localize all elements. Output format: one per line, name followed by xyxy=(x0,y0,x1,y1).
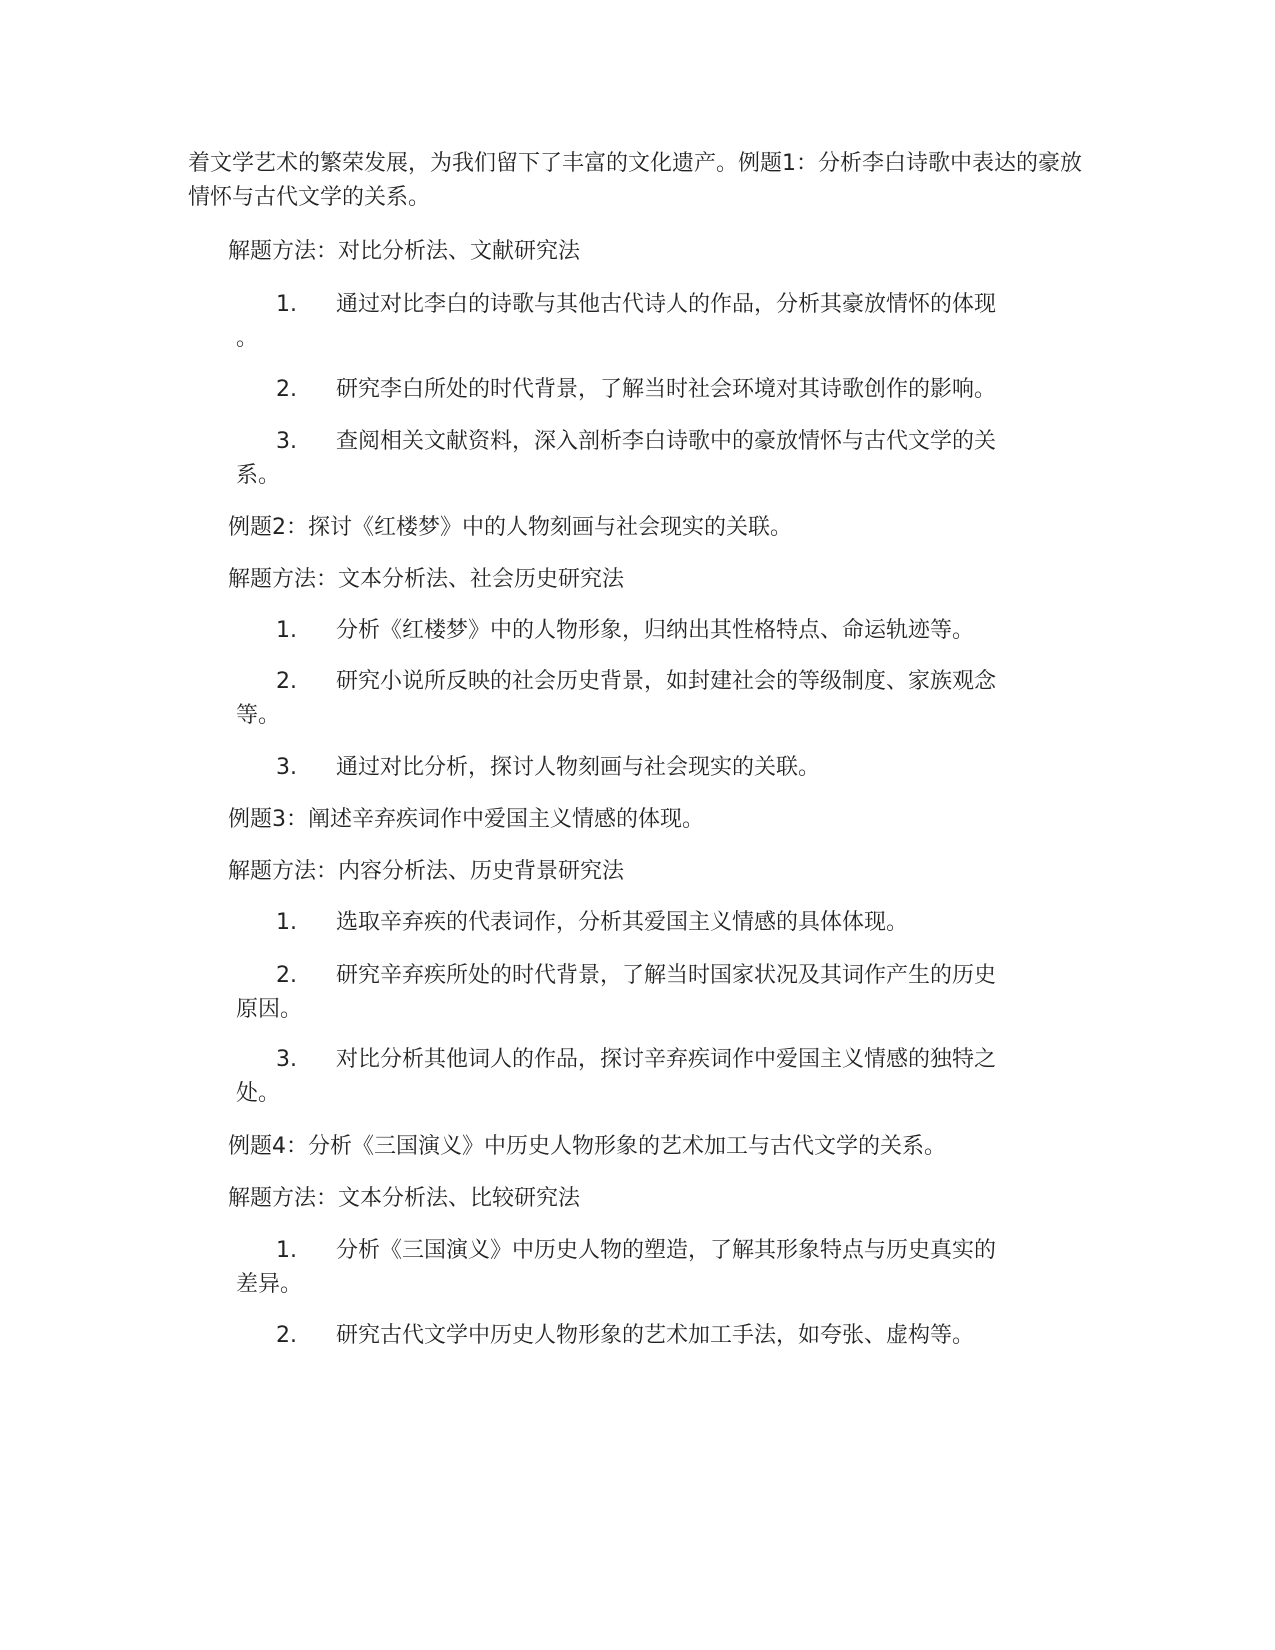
list-item-text: 选取辛弃疾的代表词作，分析其爱国主义情感的具体体现。 xyxy=(336,910,909,935)
example-heading: 例题3：阐述辛弃疾词作中爱国主义情感的体现。 xyxy=(228,807,704,832)
list-item-number: 3. xyxy=(276,1047,297,1072)
list-item-text: 研究古代文学中历史人物形象的艺术加工手法，如夸张、虚构等。 xyxy=(336,1323,975,1348)
intro-paragraph: 着文学艺术的繁荣发展，为我们留下了丰富的文化遗产。例题1：分析李白诗歌中表达的豪放情怀与古代文学的关系。 xyxy=(188,151,1083,210)
list-item-number: 2. xyxy=(276,377,297,402)
list-item-text: 对比分析其他词人的作品，探讨辛弃疾词作中爱国主义情感的独特之 xyxy=(336,1047,997,1072)
example-heading: 例题4：分析《三国演义》中历史人物形象的艺术加工与古代文学的关系。 xyxy=(228,1134,946,1159)
list-item-text: 分析《三国演义》中历史人物的塑造，了解其形象特点与历史真实的 xyxy=(336,1238,997,1263)
method-line: 解题方法：文本分析法、比较研究法 xyxy=(228,1186,581,1211)
list-item-number: 1. xyxy=(276,292,297,317)
page-cut-fade xyxy=(180,1390,1080,1414)
list-item-number: 2. xyxy=(276,963,297,988)
list-item-text: 研究小说所反映的社会历史背景，如封建社会的等级制度、家族观念 xyxy=(336,669,997,694)
list-item-number: 3. xyxy=(276,429,297,454)
method-line: 解题方法：内容分析法、历史背景研究法 xyxy=(228,859,625,884)
list-item-continuation: 。 xyxy=(236,326,259,351)
list-item-continuation: 等。 xyxy=(236,703,281,728)
list-item-continuation: 差异。 xyxy=(236,1272,303,1297)
list-item-number: 1. xyxy=(276,910,297,935)
list-item-number: 1. xyxy=(276,1238,297,1263)
list-item-number: 2. xyxy=(276,669,297,694)
list-item-text: 研究李白所处的时代背景，了解当时社会环境对其诗歌创作的影响。 xyxy=(336,377,997,402)
example-heading: 例题2：探讨《红楼梦》中的人物刻画与社会现实的关联。 xyxy=(228,515,792,540)
list-item-continuation: 处。 xyxy=(236,1081,281,1106)
list-item-text: 研究辛弃疾所处的时代背景，了解当时国家状况及其词作产生的历史 xyxy=(336,963,997,988)
list-item-text: 通过对比李白的诗歌与其他古代诗人的作品，分析其豪放情怀的体现 xyxy=(336,292,997,317)
list-item-text: 通过对比分析，探讨人物刻画与社会现实的关联。 xyxy=(336,755,821,780)
list-item-text: 分析《红楼梦》中的人物形象，归纳出其性格特点、命运轨迹等。 xyxy=(336,618,975,643)
list-item-number: 2. xyxy=(276,1323,297,1348)
method-line: 解题方法：对比分析法、文献研究法 xyxy=(228,239,581,264)
list-item-number: 3. xyxy=(276,755,297,780)
list-item-continuation: 原因。 xyxy=(236,997,303,1022)
list-item-text: 查阅相关文献资料，深入剖析李白诗歌中的豪放情怀与古代文学的关 xyxy=(336,429,997,454)
list-item-continuation: 系。 xyxy=(236,463,281,488)
list-item-number: 1. xyxy=(276,618,297,643)
method-line: 解题方法：文本分析法、社会历史研究法 xyxy=(228,567,625,592)
